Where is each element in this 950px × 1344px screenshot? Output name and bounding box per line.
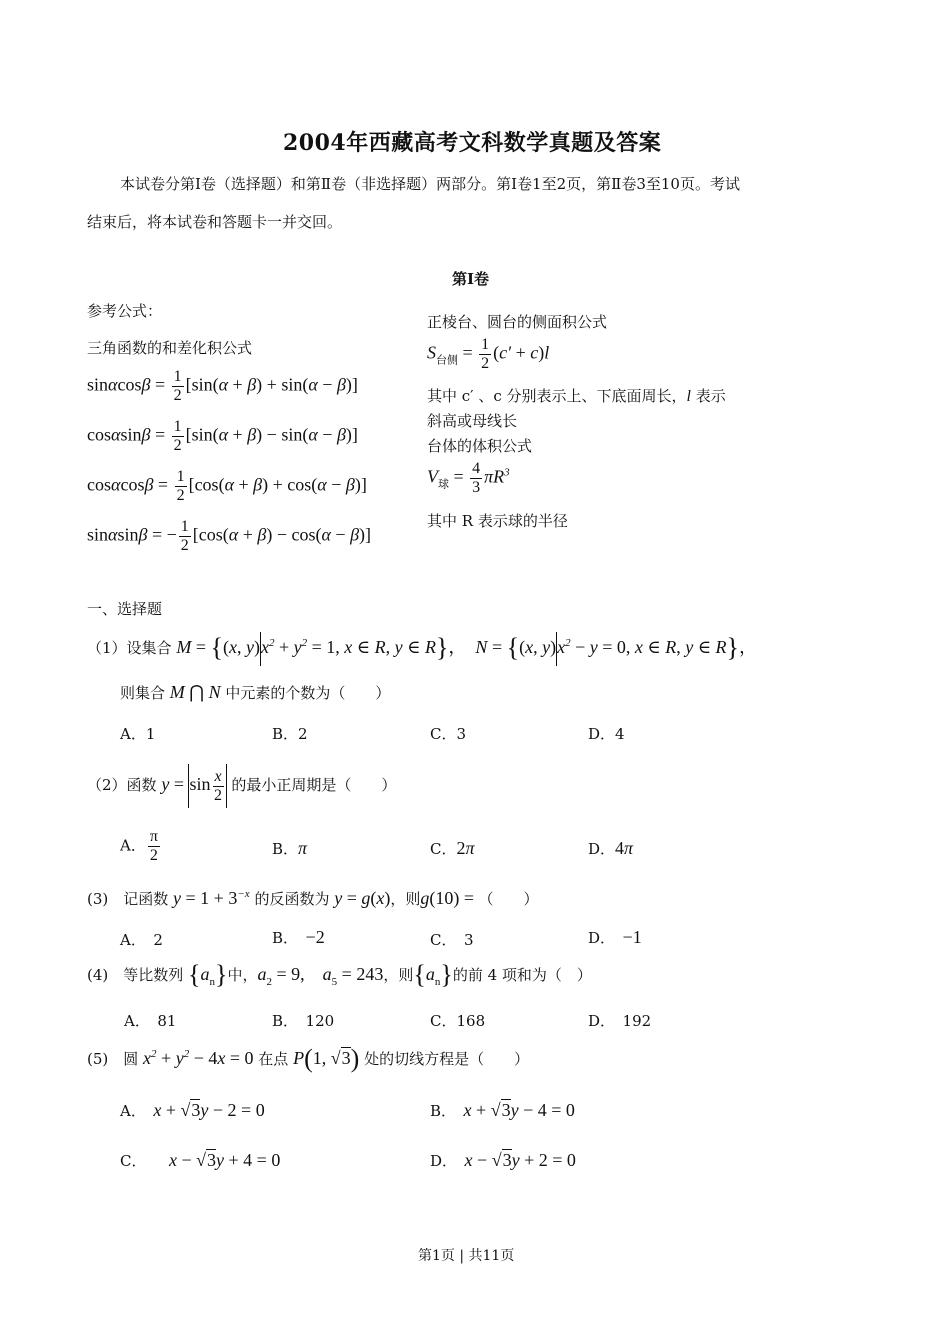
q4-option-d[interactable]: D． 192: [588, 1012, 652, 1030]
q2-label: （2）函数: [87, 776, 157, 795]
q2-option-b-label: B．: [272, 840, 299, 858]
q2-tail: 的最小正周期是（ ）: [231, 776, 397, 795]
section-heading: 一、选择题: [87, 600, 163, 618]
q5-point: P(1, √3): [293, 1044, 360, 1073]
page-footer: 第1页 | 共11页: [418, 1248, 515, 1264]
question-3: [87, 888, 539, 909]
intro-line-1: 本试卷分第Ⅰ卷（选择题）和第Ⅱ卷（非选择题）两部分。第Ⅰ卷1至2页，第Ⅱ卷3至10页。考试: [120, 175, 740, 193]
q5-option-b-label: B．: [430, 1102, 449, 1120]
q2-option-d[interactable]: D．4π: [588, 838, 634, 858]
q2-option-c[interactable]: C．2π: [430, 838, 475, 858]
q4-option-c[interactable]: C．168: [430, 1012, 486, 1030]
q5-mid: 在点: [258, 1050, 289, 1068]
q4-option-a[interactable]: A． 81: [124, 1012, 177, 1030]
q3-label: (3) 记函数: [87, 890, 169, 908]
q1-intersection: M ⋂ N: [169, 682, 221, 702]
frustum-note-part1: 其中 c′ 、c 分别表示上、下底面周长，: [427, 387, 687, 405]
q5-option-a-label: A．: [120, 1102, 139, 1120]
q3-option-c[interactable]: C． 3: [430, 931, 474, 949]
q3-option-b-label: B．: [272, 929, 291, 947]
trig-formulas-heading: 三角函数的和差化积公式: [87, 339, 253, 357]
trig-formula-3: cosαcosβ = $\frac{1}{2}$ [cos(α + β) + cos(α − β)]: [87, 468, 367, 504]
question-4: [87, 960, 592, 990]
q1-label: （1）设集合: [87, 639, 172, 658]
q5-option-d-label: D．: [430, 1152, 450, 1170]
frustum-area-formula: $S_{台侧}$ = $\frac{1}{2}$ (c′ + c)l: [427, 336, 550, 372]
q1-line2-suffix: 中元素的个数为（ ）: [225, 684, 391, 702]
q2-option-d-label: D．: [588, 840, 616, 858]
q5-circle: $x^2 + y^2 - 4x = 0$: [143, 1048, 254, 1068]
q4-label: (4) 等比数列: [87, 966, 184, 984]
q1-option-b[interactable]: B．2: [272, 725, 308, 743]
q3-function: $y = 1 + 3^{-x}$: [173, 888, 250, 908]
trig-formula-1: sinαcosβ = $\frac{1}{2}$ [sin(α + β) + sin(α − β)]: [87, 368, 358, 404]
frustum-area-note: [427, 385, 726, 406]
q3-eval: g(10) =: [420, 888, 479, 908]
q1-option-c[interactable]: C．3: [430, 725, 467, 743]
q1-option-a[interactable]: A．1: [120, 725, 156, 743]
q5-option-a[interactable]: A． x + √3y − 2 = 0: [120, 1100, 265, 1120]
question-5: [87, 1044, 529, 1074]
q3-tail: （ ）: [478, 890, 539, 908]
trig-formula-4: sinαsinβ = − $\frac{1}{2}$ [cos(α + β) − cos(α − β)]: [87, 518, 372, 554]
frustum-area-note-line2: 斜高或母线长: [427, 412, 518, 430]
q4-mid: 中，: [227, 966, 258, 984]
q4-sequence-2: $\{a_n\}$: [413, 960, 453, 989]
q2-option-a[interactable]: A． $\frac{\pi}{2}$: [120, 828, 158, 864]
q3-option-d-label: D．: [588, 929, 608, 947]
intro-line-2: 结束后，将本试卷和答题卡一并交回。: [87, 213, 343, 231]
question-1-line2: [120, 682, 390, 703]
q3-mid: 的反函数为: [254, 890, 330, 908]
volume-heading: 台体的体积公式: [427, 437, 533, 455]
q5-option-b[interactable]: B． x + √3y − 4 = 0: [430, 1100, 575, 1120]
q5-label: (5) 圆: [87, 1050, 139, 1068]
q5-option-c-label: C．: [120, 1152, 139, 1170]
frustum-area-heading: 正棱台、圆台的侧面积公式: [427, 313, 608, 331]
q1-line2-prefix: 则集合: [120, 684, 166, 702]
q3-option-d[interactable]: D． −1: [588, 927, 642, 947]
volume-title: 第Ⅰ卷: [452, 270, 490, 288]
question-1: [87, 632, 757, 666]
trig-formula-2: cosαsinβ = $\frac{1}{2}$ [sin(α + β) − sin(α − β)]: [87, 418, 358, 454]
q3-option-a[interactable]: A． 2: [120, 931, 163, 949]
q4-option-b[interactable]: B． 120: [272, 1012, 335, 1030]
q2-option-a-label: A．: [120, 836, 146, 855]
q3-inverse: y = g(x): [334, 888, 391, 908]
q5-option-d[interactable]: D． x − √3y + 2 = 0: [430, 1150, 576, 1170]
q4-sequence: $\{a_n\}$: [188, 960, 228, 989]
q4-terms: $a_2 = 9$, $a_5 = 243$: [257, 964, 384, 988]
q4-mid2: ，则: [383, 966, 414, 984]
q2-option-b[interactable]: B．π: [272, 838, 308, 858]
q2-function: y = sin $\frac{x}{2}$: [161, 774, 226, 794]
q3-mid2: ，则: [390, 890, 421, 908]
l-symbol: l: [686, 388, 691, 405]
q1-set-formula: M = {(x, $y)x^2 + y^2 = 1$, x ∈ R, y ∈ R}， N = {(x, $y)x^2 - y = 0$, x ∈ R, y ∈ R}，: [176, 637, 757, 657]
sphere-radius-note: 其中 R 表示球的半径: [427, 512, 568, 530]
q1-option-d[interactable]: D．4: [588, 725, 625, 743]
q3-option-b[interactable]: B． −2: [272, 927, 325, 947]
q2-option-c-label: C．: [430, 840, 457, 858]
sphere-volume-formula: $V_球$ = $\frac{4}{3}$ $\pi R^3$: [427, 460, 510, 496]
frustum-note-part2: 表示: [695, 387, 726, 405]
page-title: 2004年西藏高考文科数学真题及答案: [283, 130, 662, 156]
q4-tail: 的前 4 项和为（ ）: [452, 966, 592, 984]
q5-option-c[interactable]: C． x − √3y + 4 = 0: [120, 1150, 281, 1170]
reference-formulas-heading: 参考公式：: [87, 302, 163, 320]
q5-tail: 处的切线方程是（ ）: [364, 1050, 530, 1068]
question-2: [87, 764, 396, 808]
